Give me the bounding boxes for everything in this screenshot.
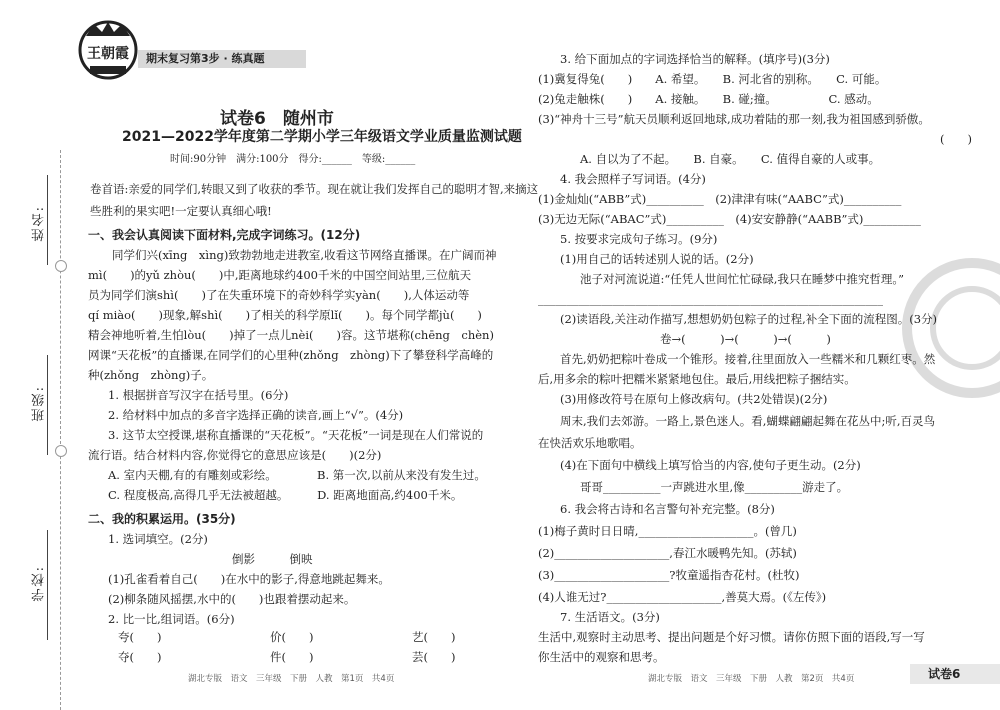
question: 3. 给下面加点的字词选择恰当的解释。(填序号)(3分): [560, 52, 830, 66]
compare-item[interactable]: 夸( ): [118, 630, 162, 644]
section-1-title: 一、我会认真阅读下面材料,完成字词练习。(12分): [88, 228, 361, 242]
choice-line: A. 室内天棚,有的有雕刻或彩绘。 B. 第一次,以前从来没有发生过。: [108, 468, 486, 482]
compare-item[interactable]: 艺( ): [412, 630, 456, 644]
question: 7. 生活语文。(3分): [560, 610, 660, 624]
question: (4)在下面句中横线上填写恰当的内容,使句子更生动。(2分): [560, 458, 861, 472]
cut-line: [60, 150, 61, 710]
fill-line[interactable]: (3)无边无际(“ABAC”式)__________ (4)安安静静(“AABB”式)__________: [538, 212, 921, 226]
intro-line: 些胜利的果实吧!一定要认真细心哦!: [90, 204, 272, 218]
fill-sentence[interactable]: (2)柳条随风摇摆,水中的( )也跟着摆动起来。: [108, 592, 356, 606]
fill-line[interactable]: 哥哥__________一声跳进水里,像__________游走了。: [580, 480, 849, 494]
question: 1. 根据拼音写汉字在括号里。(6分): [108, 388, 289, 402]
flow-chart[interactable]: 卷→( )→( )→( ): [660, 332, 831, 346]
tagline: 期末复习第3步 · 练真题: [138, 50, 306, 68]
brand-logo: [76, 18, 140, 82]
choice-line[interactable]: (2)兔走触株( ) A. 接触。 B. 碰;撞。 C. 感动。: [538, 92, 879, 106]
binding-margin: [0, 0, 78, 708]
exam-subtitle: 2021—2022学年度第二学期小学三年级语文学业质量监测试题: [122, 129, 522, 145]
question: 3. 这节太空授课,堪称直播课的“天花板”。“天花板”一词是现在人们常说的: [108, 428, 484, 442]
right-page: [530, 0, 1000, 708]
passage-line: 首先,奶奶把粽叶卷成一个锥形。接着,往里面放入一些糯米和几颗红枣。然: [560, 352, 936, 366]
poem-line[interactable]: (4)人谁无过?____________________,善莫大焉。(《左传》): [538, 590, 827, 604]
compare-item[interactable]: 价( ): [270, 630, 314, 644]
poem-line[interactable]: (1)梅子黄时日日晴,____________________。(曾几): [538, 524, 797, 538]
question: (1)用自己的话转述别人说的话。(2分): [560, 252, 754, 266]
passage-line: 你生活中的观察和思考。: [538, 650, 665, 664]
watermark-stamp: [902, 258, 1000, 398]
question[interactable]: 流行语。结合材料内容,你觉得它的意思应该是( )(2分): [88, 448, 382, 462]
passage-line[interactable]: 周末,我们去郊游。一路上,景色迷人。看,蝴蝶翩翩起舞在花丛中;听,百灵鸟: [560, 414, 935, 428]
question: (2)读语段,关注动作描写,想想奶奶包粽子的过程,补全下面的流程图。(3分): [560, 312, 938, 326]
page-footer: 湖北专版 语文 三年级 下册 人教 第1页 共4页: [188, 674, 395, 684]
question: 2. 给材料中加点的多音字选择正确的读音,画上“√”。(4分): [108, 408, 404, 422]
compare-item[interactable]: 夺( ): [118, 650, 162, 664]
question: 5. 按要求完成句子练习。(9分): [560, 232, 718, 246]
name-field[interactable]: [47, 175, 48, 265]
choice-line: A. 自以为了不起。 B. 自豪。 C. 值得自豪的人或事。: [580, 152, 881, 166]
name-label: 姓名:: [32, 205, 47, 242]
binding-hole: [55, 445, 67, 457]
page-footer: 湖北专版 语文 三年级 下册 人教 第2页 共4页: [648, 674, 855, 684]
class-field[interactable]: [47, 355, 48, 455]
fill-sentence[interactable]: (1)孔雀看着自己( )在水中的影子,得意地跳起舞来。: [108, 572, 390, 586]
question: 2. 比一比,组词语。(6分): [108, 612, 235, 626]
section-2-title: 二、我的积累运用。(35分): [88, 512, 236, 526]
brand-logo-text: 王朝霞: [87, 46, 129, 62]
question: 1. 选词填空。(2分): [108, 532, 208, 546]
binding-hole: [55, 260, 67, 272]
school-label: 学校:: [32, 565, 47, 602]
question: (3)“神舟十三号”航天员顺利返回地球,成功着陆的那一刻,我为祖国感到骄傲。: [538, 112, 930, 126]
passage-line[interactable]: 在快活欢乐地歌唱。: [538, 436, 642, 450]
passage-line: 种(zhǒng zhòng)子。: [88, 368, 214, 382]
passage-line: 生活中,观察时主动思考、提出问题是个好习惯。请你仿照下面的语段,写一写: [538, 630, 925, 644]
passage-line: 网课“天花板”的直播课,在同学们的心里种(zhǒng zhòng)下了攀登科学高峰的: [88, 348, 494, 362]
intro-line: 卷首语:亲爱的同学们,转眼又到了收获的季节。现在就让我们发挥自己的聪明才智,来摘这: [90, 182, 539, 196]
poem-line[interactable]: (3)____________________?牧童遥指杏花村。(杜牧): [538, 568, 800, 582]
passage-line[interactable]: 员为同学们演shì( )了在失重环境下的奇妙科学实yàn( ),人体运动等: [88, 288, 470, 302]
passage-line[interactable]: qí miào( )现象,解shì( )了相关的科学原lǐ( )。每个同学都jù( ): [88, 308, 482, 322]
quote-line: 池子对河流说道:“任凭人世间忙忙碌碌,我只在睡梦中推究哲理。”: [580, 272, 905, 286]
passage-line[interactable]: 精会神地听着,生怕lòu( )掉了一点儿nèi( )容。这节堪称(chēng chèn): [88, 328, 494, 342]
answer-line[interactable]: ____________________________________________________________: [538, 292, 883, 306]
question: 6. 我会将古诗和名言警句补充完整。(8分): [560, 502, 775, 516]
compare-item[interactable]: 件( ): [270, 650, 314, 664]
question: 4. 我会照样子写词语。(4分): [560, 172, 706, 186]
exam-badge: 试卷6: [910, 664, 1000, 684]
answer-bracket[interactable]: ( ): [940, 132, 972, 146]
compare-item[interactable]: 芸( ): [412, 650, 456, 664]
question: (3)用修改符号在原句上修改病句。(共2处错误)(2分): [560, 392, 828, 406]
word-options: 倒影 倒映: [232, 552, 313, 566]
passage-line: 后,用多余的粽叶把糯米紧紧地包住。最后,用线把粽子捆结实。: [538, 372, 856, 386]
exam-meta: 时间:90分钟 满分:100分 得分:______ 等级:______: [170, 154, 416, 165]
poem-line[interactable]: (2)____________________,春江水暖鸭先知。(苏轼): [538, 546, 797, 560]
class-label: 班级:: [32, 385, 47, 422]
school-field[interactable]: [47, 530, 48, 640]
choice-line[interactable]: (1)冀复得兔( ) A. 希望。 B. 河北省的别称。 C. 可能。: [538, 72, 887, 86]
exam-title: 试卷6 随州市: [220, 109, 334, 129]
passage-line[interactable]: mì( )的yǔ zhòu( )中,距离地球约400千米的中国空间站里,三位航天: [88, 268, 472, 282]
choice-line: C. 程度极高,高得几乎无法被超越。 D. 距离地面高,约400千米。: [108, 488, 463, 502]
passage-line: 同学们兴(xīng xìng)致勃勃地走进教室,收看这节网络直播课。在广阔而神: [112, 248, 497, 262]
fill-line[interactable]: (1)金灿灿(“ABB”式)__________ (2)津津有味(“AABC”式)__________: [538, 192, 902, 206]
